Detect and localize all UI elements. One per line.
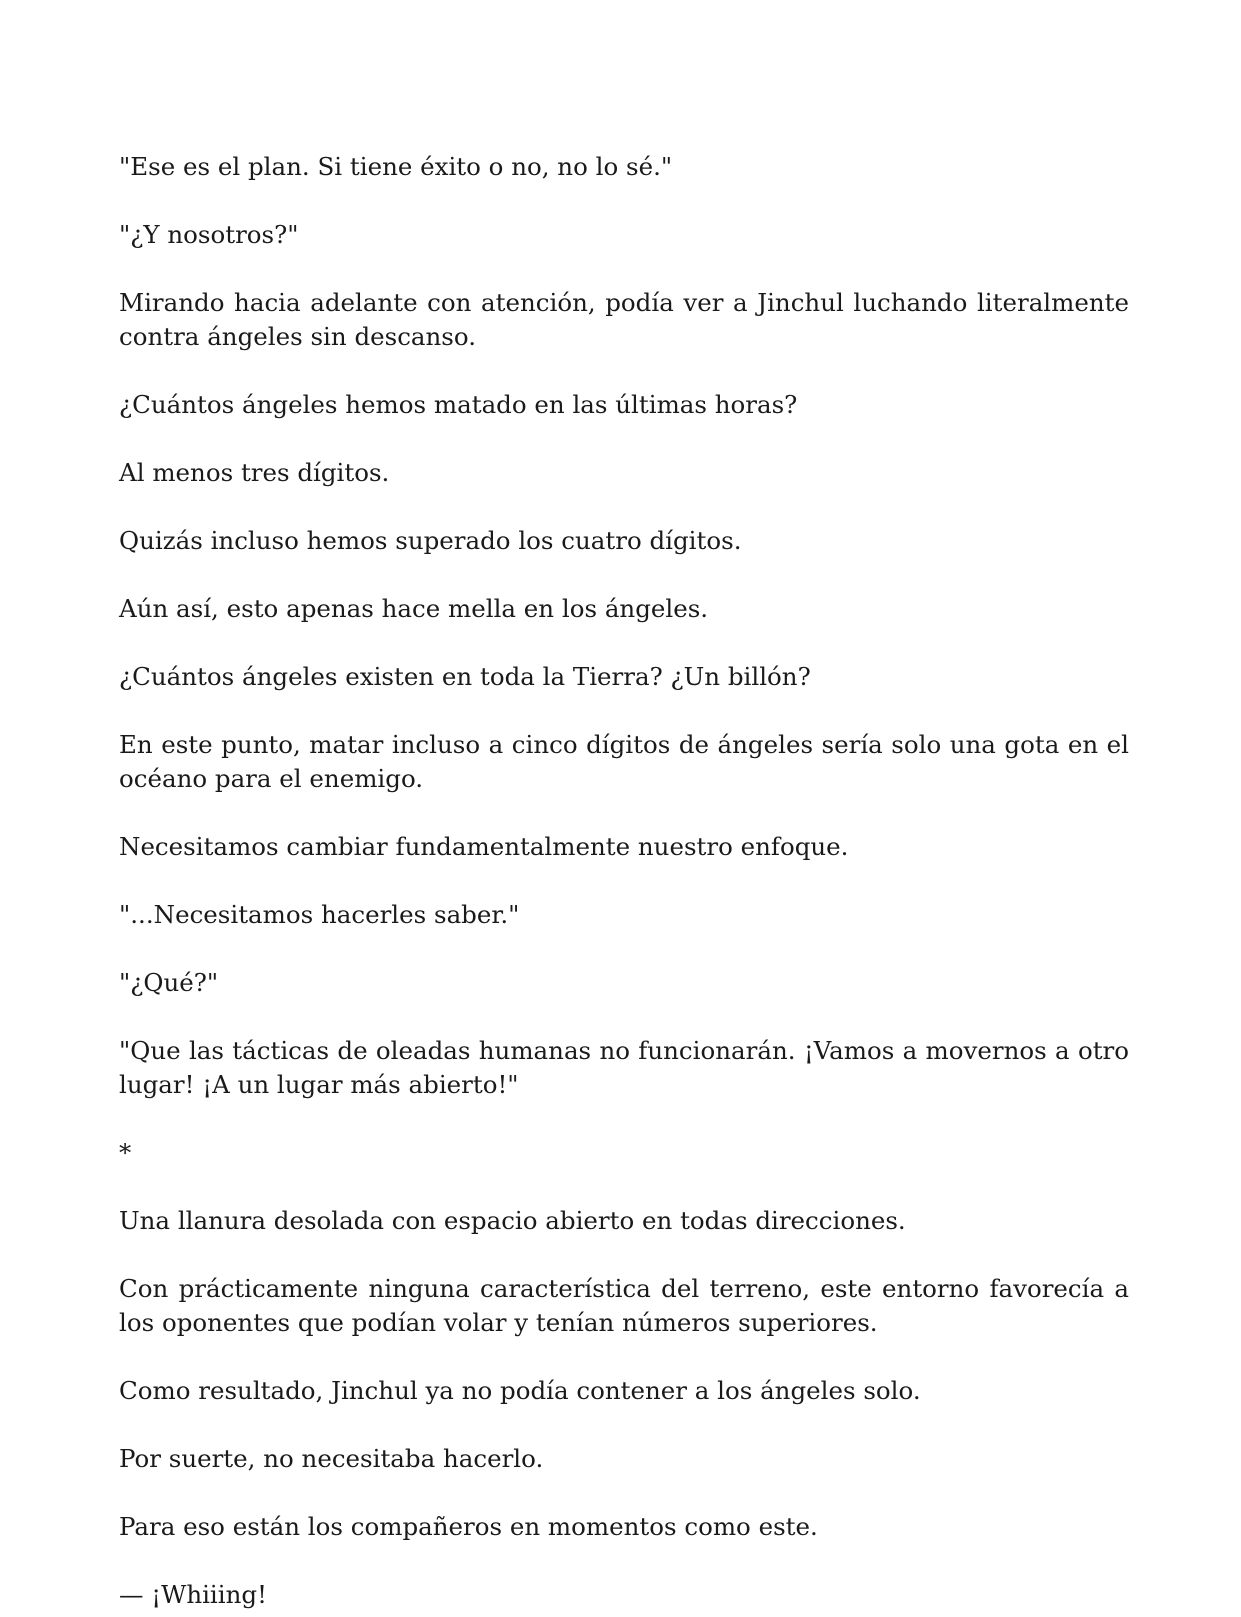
paragraph: Al menos tres dígitos. [119,458,390,487]
paragraph: "¿Y nosotros?" [119,220,299,249]
paragraph: "...Necesitamos hacerles saber." [119,900,520,929]
paragraph: "¿Qué?" [119,968,219,997]
paragraph: Con prácticamente ninguna característica del terreno, este entorno favorecía a los oponentes que podían volar y tenían números superiores. [119,1274,1129,1337]
paragraph: En este punto, matar incluso a cinco dígitos de ángeles sería solo una gota en el océano para el enemigo. [119,730,1129,793]
paragraph: "Ese es el plan. Si tiene éxito o no, no lo sé." [119,152,673,181]
paragraph: ¿Cuántos ángeles hemos matado en las últimas horas? [119,390,798,419]
paragraph: Aún así, esto apenas hace mella en los ángeles. [119,594,709,623]
paragraph: Para eso están los compañeros en momentos como este. [119,1512,818,1541]
paragraph: Una llanura desolada con espacio abierto en todas direcciones. [119,1206,906,1235]
paragraph: Necesitamos cambiar fundamentalmente nuestro enfoque. [119,832,849,861]
paragraph: "Que las tácticas de oleadas humanas no funcionarán. ¡Vamos a movernos a otro lugar! ¡A un lugar más abierto!" [119,1036,1129,1099]
document-body [119,150,1129,1617]
paragraph: Quizás incluso hemos superado los cuatro dígitos. [119,526,742,555]
paragraph: Mirando hacia adelante con atención, podía ver a Jinchul luchando literalmente contra ángeles sin descanso. [119,288,1129,351]
paragraph: Por suerte, no necesitaba hacerlo. [119,1444,544,1473]
paragraph: — ¡Whiiing! [119,1580,267,1609]
paragraph: Como resultado, Jinchul ya no podía contener a los ángeles solo. [119,1376,921,1405]
paragraph: ¿Cuántos ángeles existen en toda la Tierra? ¿Un billón? [119,662,811,691]
scene-break: * [119,1138,132,1167]
